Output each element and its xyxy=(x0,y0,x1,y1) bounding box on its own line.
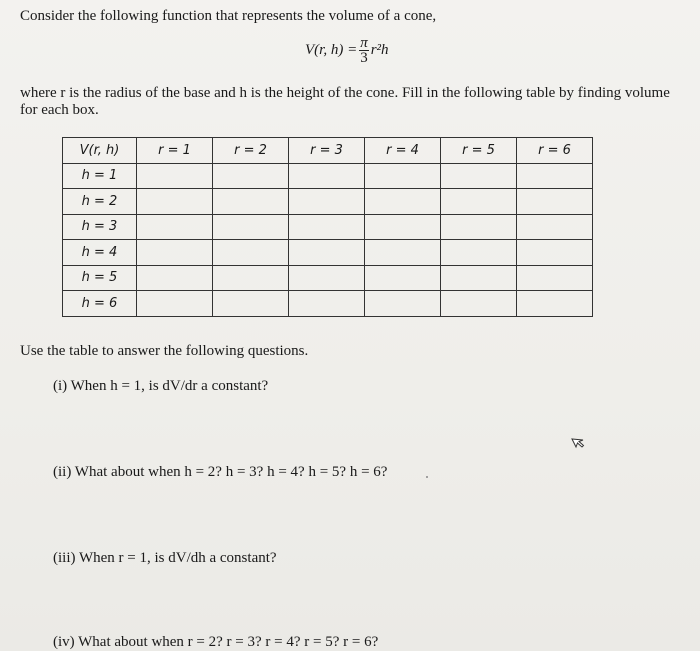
table-corner-label: V(r, h) xyxy=(63,138,137,164)
volume-cell[interactable] xyxy=(289,214,365,240)
column-header-r1: r = 1 xyxy=(137,138,213,164)
volume-cell[interactable] xyxy=(365,189,441,215)
volume-cell[interactable] xyxy=(441,214,517,240)
volume-cell[interactable] xyxy=(365,163,441,189)
volume-cell[interactable] xyxy=(213,240,289,266)
formula-fraction xyxy=(359,36,369,65)
volume-cell[interactable] xyxy=(365,240,441,266)
volume-cell[interactable] xyxy=(365,265,441,291)
volume-cell[interactable] xyxy=(441,240,517,266)
volume-cell[interactable] xyxy=(365,214,441,240)
volume-cell[interactable] xyxy=(213,214,289,240)
question-2: (ii) What about when h = 2? h = 3? h = 4? h = 5? h = 6? xyxy=(53,464,388,480)
volume-formula xyxy=(305,36,389,65)
column-header-r3: r = 3 xyxy=(289,138,365,164)
volume-cell[interactable] xyxy=(213,291,289,317)
fraction-numerator: π xyxy=(360,35,368,51)
question-4: (iv) What about when r = 2? r = 3? r = 4? r = 5? r = 6? xyxy=(53,634,379,650)
volume-cell[interactable] xyxy=(517,265,593,291)
column-header-r6: r = 6 xyxy=(517,138,593,164)
volume-cell[interactable] xyxy=(289,265,365,291)
volume-cell[interactable] xyxy=(137,291,213,317)
volume-cell[interactable] xyxy=(441,163,517,189)
question-1: (i) When h = 1, is dV/dr a constant? xyxy=(53,378,269,394)
row-header-h3: h = 3 xyxy=(63,214,137,240)
instructions-text: where r is the radius of the base and h is the height of the cone. Fill in the following table by finding volume for each box. xyxy=(20,85,670,118)
table-header-row xyxy=(63,138,593,164)
volume-cell[interactable] xyxy=(137,214,213,240)
fraction-denominator: 3 xyxy=(360,50,368,66)
table-row xyxy=(63,163,593,189)
column-header-r5: r = 5 xyxy=(441,138,517,164)
volume-cell[interactable] xyxy=(441,291,517,317)
intro-text: Consider the following function that represents the volume of a cone, xyxy=(20,8,437,24)
volume-cell[interactable] xyxy=(213,265,289,291)
row-header-h6: h = 6 xyxy=(63,291,137,317)
row-header-h5: h = 5 xyxy=(63,265,137,291)
volume-cell[interactable] xyxy=(137,163,213,189)
volume-cell[interactable] xyxy=(289,189,365,215)
table-row xyxy=(63,214,593,240)
volume-cell[interactable] xyxy=(137,240,213,266)
volume-cell[interactable] xyxy=(517,163,593,189)
column-header-r2: r = 2 xyxy=(213,138,289,164)
row-header-h1: h = 1 xyxy=(63,163,137,189)
volume-cell[interactable] xyxy=(137,189,213,215)
volume-cell[interactable] xyxy=(517,214,593,240)
table-row xyxy=(63,240,593,266)
table-row xyxy=(63,189,593,215)
question-3: (iii) When r = 1, is dV/dh a constant? xyxy=(53,550,277,566)
volume-table xyxy=(62,137,593,317)
volume-cell[interactable] xyxy=(517,189,593,215)
row-header-h2: h = 2 xyxy=(63,189,137,215)
volume-cell[interactable] xyxy=(289,291,365,317)
table-row xyxy=(63,291,593,317)
volume-cell[interactable] xyxy=(289,163,365,189)
column-header-r4: r = 4 xyxy=(365,138,441,164)
volume-cell[interactable] xyxy=(441,265,517,291)
pointer-cursor-icon xyxy=(570,433,586,449)
volume-cell[interactable] xyxy=(137,265,213,291)
volume-cell[interactable] xyxy=(517,240,593,266)
table-row xyxy=(63,265,593,291)
volume-cell[interactable] xyxy=(213,189,289,215)
volume-cell[interactable] xyxy=(441,189,517,215)
volume-cell[interactable] xyxy=(289,240,365,266)
formula-rhs: r²h xyxy=(370,42,389,58)
volume-cell[interactable] xyxy=(213,163,289,189)
stray-mark xyxy=(426,476,428,478)
questions-lead: Use the table to answer the following questions. xyxy=(20,343,309,359)
volume-cell[interactable] xyxy=(517,291,593,317)
row-header-h4: h = 4 xyxy=(63,240,137,266)
volume-cell[interactable] xyxy=(365,291,441,317)
formula-lhs: V(r, h) = xyxy=(305,42,358,58)
